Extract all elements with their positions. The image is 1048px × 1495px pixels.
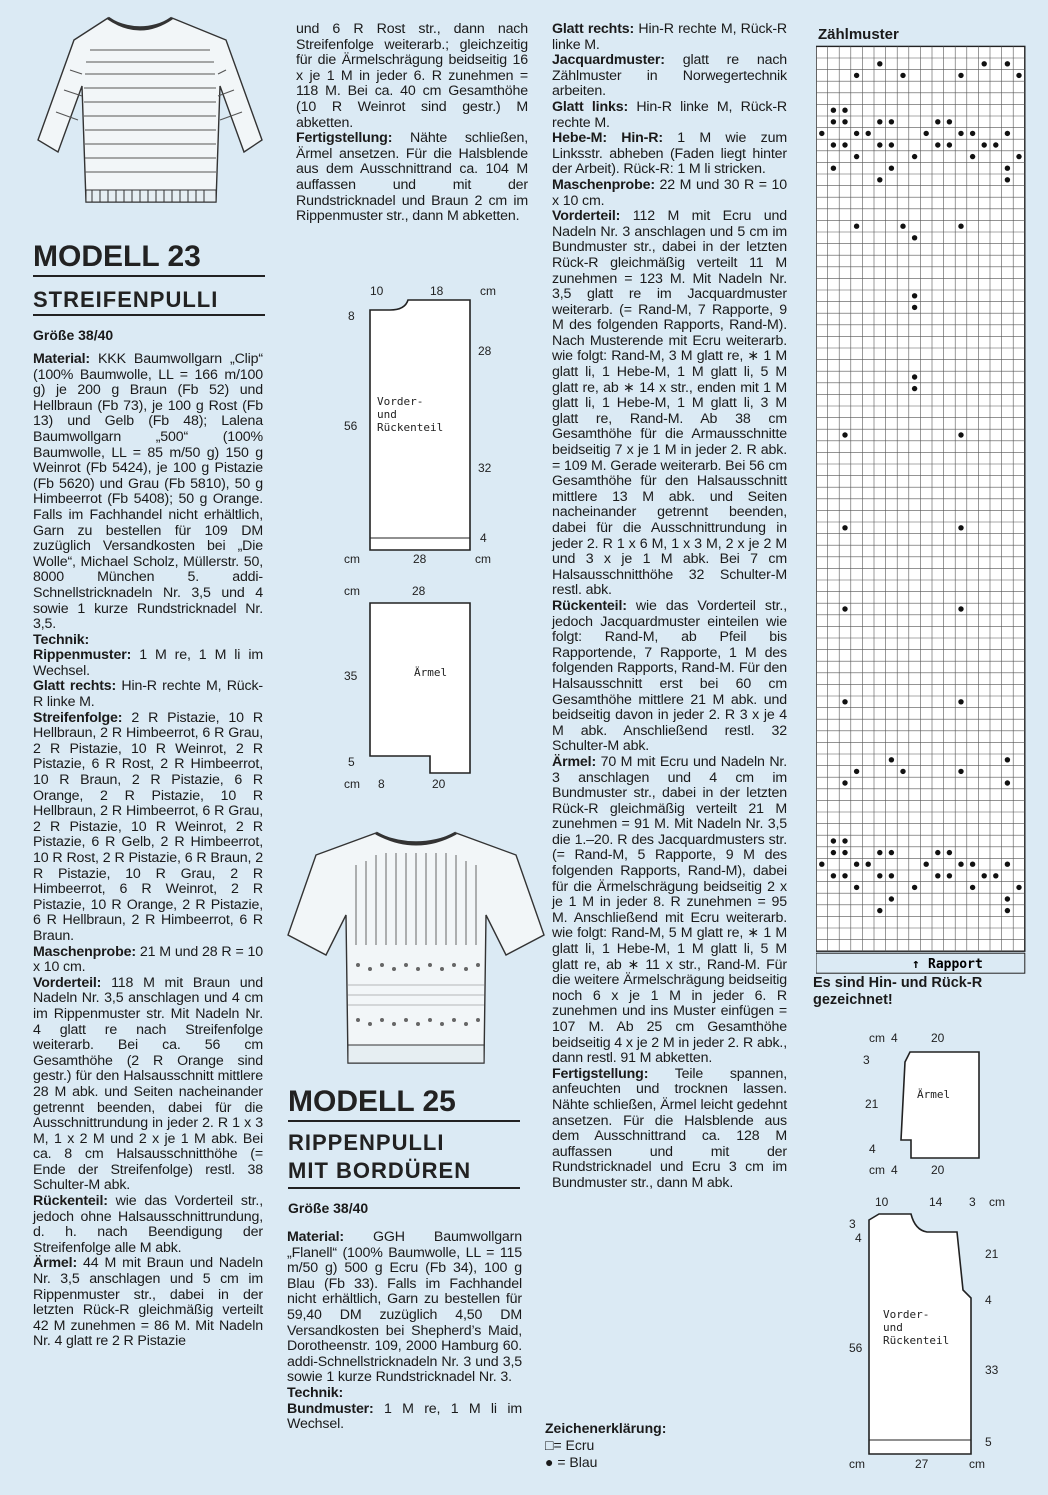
stitch-dot bbox=[912, 154, 917, 159]
stitch-dot bbox=[982, 873, 987, 878]
modell25-instructions-continued bbox=[552, 22, 787, 1192]
stitch-dot bbox=[993, 873, 998, 878]
stitch-dot bbox=[993, 142, 998, 147]
filled-dot-icon: ● bbox=[545, 1454, 558, 1470]
stitch-dot bbox=[842, 119, 847, 124]
dim-label: 18 bbox=[430, 284, 444, 298]
stitch-dot bbox=[958, 699, 963, 704]
dim-label: cm bbox=[344, 552, 360, 566]
stitch-dot bbox=[900, 223, 905, 228]
piece-label: Vorder- bbox=[377, 395, 424, 408]
empty-square-icon: □ bbox=[545, 1437, 554, 1453]
stitch-dot bbox=[831, 119, 836, 124]
stitch-dot bbox=[900, 769, 905, 774]
dim-label: 4 bbox=[891, 1163, 898, 1177]
piece-label: Rückenteil bbox=[377, 421, 444, 434]
piece-label: Vorder- bbox=[883, 1308, 930, 1321]
dim-label: 8 bbox=[348, 309, 355, 323]
modell23-title: MODELL 23 bbox=[33, 240, 201, 273]
stitch-dot bbox=[947, 119, 952, 124]
stitch-dot bbox=[854, 861, 859, 866]
paragraph: Technik: bbox=[287, 1384, 344, 1401]
paragraph: Jacquardmuster: glatt re nach Zählmuster in Norwegertechnik arbeiten. bbox=[552, 52, 787, 100]
ribbed-sweater-illustration bbox=[286, 825, 546, 1075]
stitch-dot bbox=[970, 885, 975, 890]
dim-label: 28 bbox=[413, 552, 427, 566]
dim-label: cm bbox=[475, 552, 491, 566]
stitch-dot bbox=[831, 107, 836, 112]
stitch-dot bbox=[889, 850, 894, 855]
modell25-subtitle-rule bbox=[288, 1187, 520, 1189]
stitch-dot bbox=[854, 131, 859, 136]
dim-label: 5 bbox=[985, 1435, 992, 1449]
dim-label: 56 bbox=[344, 419, 358, 433]
stitch-dot bbox=[1005, 61, 1010, 66]
stitch-dot bbox=[842, 432, 847, 437]
dim-label: cm bbox=[480, 284, 496, 298]
dim-label: 21 bbox=[985, 1247, 999, 1261]
piece-label: Ärmel bbox=[917, 1088, 951, 1101]
modell23-body-schematic bbox=[330, 280, 510, 570]
stitch-dot bbox=[1005, 896, 1010, 901]
stitch-dot bbox=[877, 177, 882, 182]
stitch-dot bbox=[877, 873, 882, 878]
dim-label: 33 bbox=[985, 1363, 999, 1377]
stitch-dot bbox=[1016, 885, 1021, 890]
paragraph: Ärmel: 70 M mit Ecru und Nadeln Nr. 3 anschlagen und 4 cm im Bundmuster str., dabei in der letzten Rück-R gleichmäßig verteilt 21 M zunehmen = 91 M. Mit Nadeln Nr. 3,5 die 1.–20. R des Jacquardmusters str. (= Rand-M, 5 Rapporte, 9 M des folgenden Rapports, Rand-M), dabei für die Ärmelschrägung beidseitig 2 x je 1 M in jeder 8. R zunehmen = 95 M. Anschließend mit Ecru weiterarb. wie folgt: Rand-M, 5 M glatt re, ∗ 1 M glatt li, 1 Hebe-M, 1 M glatt li, 5 M glatt re, ab ∗ 11 x str., Rand-M. Für die weitere Ärmelschrägung beidseitig noch 6 x je 1 M in jeder 6. R zunehmen und ins Muster einfügen = 107 M. Ab 25 cm Gesamthöhe beidseitig 4 x je 2 M in jeder 2. R abk., dann restl. 91 M abketten. bbox=[552, 753, 787, 1067]
paragraph: Fertigstellung: Nähte schließen, Ärmel ansetzen. Für die Halsblende aus dem Ausschnittrand ca. 104 M auffassen und mit der Rundstricknadel und Braun 2 cm im Rippenmuster str., dann M abketten. bbox=[296, 130, 528, 225]
dim-label: 56 bbox=[849, 1341, 863, 1355]
dim-label: 4 bbox=[480, 531, 487, 545]
stitch-dot bbox=[831, 873, 836, 878]
striped-sweater-illustration bbox=[30, 10, 270, 210]
dim-label: 3 bbox=[863, 1053, 870, 1067]
dim-label: 20 bbox=[931, 1031, 945, 1045]
stitch-dot bbox=[889, 119, 894, 124]
stitch-dot bbox=[935, 119, 940, 124]
stitch-dot bbox=[889, 873, 894, 878]
stitch-dot bbox=[1005, 165, 1010, 170]
stitch-dot bbox=[877, 850, 882, 855]
paragraph: Rückenteil: wie das Vorderteil str., jedoch Jacquardmuster einteilen wie folgt: Rand-M, ab Pfeil bis Rapportende, 7 Rapporte, 1 M des folgenden Rapports, Rand-M. Für den Halsausschnitt erst bei 60 cm Gesamthöhe mittlere 21 M abk. und beidseitig davon in jeder 2. R 3 x je 4 M abk. Anschließend restl. 32 Schulter-M abk. bbox=[552, 597, 787, 755]
stitch-dot bbox=[935, 873, 940, 878]
paragraph: Material: KKK Baumwollgarn „Clip“ (100% Baumwolle, LL = 166 m/100 g) je 200 g Braun (Fb 52) und Hellbraun (Fb 73), je 100 g Rost (Fb 13) und Gelb (Fb 48); Lalena Baumwollgarn „500“ (100% Baumwolle, LL = 85 m/50 g) 150 g Weinrot (Fb 5424), je 100 g Pistazie (Fb 5620) und Grau (Fb 5810), 50 g Himbeerrot (Fb 5408); 50 g Orange. Falls im Fachhandel nicht erhältlich, Garn zu bestellen für 109 DM zuzüglich Versandkosten bei „Die Wolle“, Michael Scholz, Müllerstr. 50, 8000 München 5. addi-Schnellstricknadeln Nr. 3,5 und 4 sowie 1 kurze Rundstricknadel Nr. 3,5. bbox=[33, 351, 263, 633]
stitch-dot bbox=[866, 861, 871, 866]
rapport-bracket bbox=[816, 953, 1025, 973]
piece-label: Rückenteil bbox=[883, 1334, 950, 1347]
stitch-dot bbox=[935, 850, 940, 855]
stitch-dot bbox=[831, 850, 836, 855]
modell25-subtitle-line2: MIT BORDÜREN bbox=[288, 1158, 472, 1183]
stitch-dot bbox=[889, 142, 894, 147]
modell23-subtitle: STREIFENPULLI bbox=[33, 287, 219, 312]
paragraph: und 6 R Rost str., dann nach Streifenfolge weiterarb.; gleichzeitig für die Ärmelschrägung beidseitig 16 x je 1 M in jeder 6. R zunehmen = 118 M. Bei ca. 40 cm Gesamthöhe (10 R Weinrot sind gestr.) M abketten. bbox=[296, 21, 528, 131]
dim-label: 4 bbox=[985, 1293, 992, 1307]
modell23-instructions bbox=[33, 352, 263, 1350]
stitch-dot bbox=[877, 119, 882, 124]
modell25-title-rule bbox=[288, 1120, 520, 1122]
paragraph: Material: GGH Baumwollgarn „Flanell“ (100% Baumwolle, LL = 115 m/50 g) 500 g Ecru (Fb 34), 100 g Blau (Fb 33). Falls im Fachhandel nicht erhältlich, Garn zu bestellen für 59,40 DM zuzüglich 4,50 DM Versandkosten bei Shepherd’s Maid, Dorotheenstr. 109, 2000 Hamburg 60. addi-Schnellstricknadeln Nr. 3 und 3,5 sowie 1 kurze Rundstricknadel Nr. 3. bbox=[287, 1229, 522, 1386]
stitch-dot bbox=[854, 73, 859, 78]
piece-label: Ärmel bbox=[414, 666, 448, 679]
chart-note: Es sind Hin- und Rück-R gezeichnet! bbox=[813, 975, 983, 1008]
modell23-subtitle-rule bbox=[33, 314, 265, 316]
stitch-dot bbox=[842, 873, 847, 878]
dim-label: 14 bbox=[929, 1195, 943, 1209]
dim-label: 3 bbox=[969, 1195, 976, 1209]
stitch-dot bbox=[1005, 177, 1010, 182]
stitch-dot bbox=[889, 896, 894, 901]
stitch-dot bbox=[958, 861, 963, 866]
dim-label: 8 bbox=[378, 777, 385, 791]
dim-label: cm bbox=[969, 1457, 985, 1471]
stitch-dot bbox=[958, 131, 963, 136]
piece-label: und bbox=[883, 1321, 903, 1334]
stitch-dot bbox=[842, 107, 847, 112]
dim-label: 10 bbox=[875, 1195, 889, 1209]
dim-label: 20 bbox=[432, 777, 446, 791]
stitch-dot bbox=[842, 525, 847, 530]
stitch-dot bbox=[889, 165, 894, 170]
stitch-dot bbox=[842, 850, 847, 855]
dim-label: 20 bbox=[931, 1163, 945, 1177]
stitch-dot bbox=[924, 861, 929, 866]
stitch-dot bbox=[842, 606, 847, 611]
stitch-dot bbox=[958, 769, 963, 774]
stitch-dot bbox=[970, 861, 975, 866]
paragraph: Rückenteil: wie das Vorderteil str., jedoch ohne Halsausschnittrundung, d. h. nach Beendigung der Streifenfolge alle M abk. bbox=[33, 1193, 263, 1256]
dim-label: cm bbox=[869, 1163, 885, 1177]
dim-label: 4 bbox=[855, 1231, 862, 1245]
dim-label: 32 bbox=[478, 461, 492, 475]
stitch-dot bbox=[912, 374, 917, 379]
modell23-size: Größe 38/40 bbox=[33, 327, 114, 343]
modell25-body-schematic bbox=[845, 1190, 1035, 1480]
stitch-dot bbox=[958, 525, 963, 530]
stitch-dot bbox=[842, 142, 847, 147]
paragraph: Vorderteil: 118 M mit Braun und Nadeln Nr. 3,5 anschlagen und 4 cm im Rippenmuster str. Mit Nadeln Nr. 4 glatt re nach Streifenfolge weiterarb. Bei ca. 56 cm Gesamthöhe (2 R Orange sind gestr.) für den Halsausschnitt mittlere 28 M abk. und Seiten nacheinander getrennt beenden, dabei für die Ausschnittrundung in jeder 2. R 1 x 3 M, 1 x 2 M und 2 x je 1 M abk. Bei ca. 8 cm Halsausschnitthöhe (= Ende der Streifenfolge) restl. 38 Schulter-M abk. bbox=[33, 974, 263, 1194]
paragraph: Bundmuster: 1 M re, 1 M li im Wechsel. bbox=[287, 1400, 522, 1433]
legend bbox=[545, 1420, 666, 1471]
jacquard-chart bbox=[816, 44, 1026, 975]
paragraph: Glatt links: Hin-R linke M, Rück-R rechte M. bbox=[552, 98, 788, 131]
stitch-dot bbox=[947, 850, 952, 855]
paragraph: Rippenmuster: 1 M re, 1 M li im Wechsel. bbox=[33, 647, 263, 679]
dim-label: cm bbox=[849, 1457, 865, 1471]
modell25-size: Größe 38/40 bbox=[288, 1200, 369, 1216]
stitch-dot bbox=[958, 432, 963, 437]
stitch-dot bbox=[1005, 131, 1010, 136]
stitch-dot bbox=[831, 142, 836, 147]
dim-label: 3 bbox=[849, 1217, 856, 1231]
stitch-dot bbox=[854, 769, 859, 774]
dim-label: cm bbox=[344, 584, 360, 598]
stitch-dot bbox=[877, 908, 882, 913]
dim-label: 27 bbox=[915, 1457, 929, 1471]
stitch-dot bbox=[912, 386, 917, 391]
stitch-dot bbox=[958, 223, 963, 228]
stitch-dot bbox=[819, 131, 824, 136]
stitch-dot bbox=[912, 293, 917, 298]
stitch-dot bbox=[935, 142, 940, 147]
paragraph: Technik: bbox=[33, 631, 90, 648]
stitch-dot bbox=[1016, 73, 1021, 78]
dim-label: 4 bbox=[869, 1142, 876, 1156]
modell23-sleeve-schematic bbox=[330, 578, 510, 800]
stitch-dot bbox=[866, 131, 871, 136]
stitch-dot bbox=[947, 873, 952, 878]
stitch-dot bbox=[982, 61, 987, 66]
dim-label: cm bbox=[344, 777, 360, 791]
dim-label: 28 bbox=[412, 584, 426, 598]
paragraph: Ärmel: 44 M mit Braun und Nadeln Nr. 3,5 anschlagen und 5 cm im Rippenmuster str., dabei in der letzten Rück-R gleichmäßig verteilt 42 M zunehmen = 86 M. Mit Nadeln Nr. 4 glatt re 2 R Pistazie bbox=[33, 1255, 263, 1350]
paragraph: Vorderteil: 112 M mit Ecru und Nadeln Nr. 3 anschlagen und 5 cm im Bundmuster str., dabei in der letzten Rück-R gleichmäßig verteilt 11 M zunehmen = 123 M. Mit Nadeln Nr. 3,5 glatt re im Jacquardmuster weiterarb. (= Rand-M, 7 Rapporte, 9 M des folgenden Rapports, Rand-M). Nach Musterende mit Ecru weiterarb. wie folgt: Rand-M, 3 M glatt re, ∗ 1 M glatt li, 1 Hebe-M, 1 M glatt li, 5 M glatt re, ab ∗ 14 x str., enden mit 1 M glatt li, 1 Hebe-M, 1 M glatt li, 3 M glatt re, Rand-M. Ab 38 cm Gesamthöhe für die Armausschnitte beidseitig 7 x je 1 M in jeder 2. R abk. = 109 M. Gerade weiterarb. Bei 56 cm Gesamthöhe für den Halsausschnitt mittlere 13 M abk. und Seiten nacheinander getrennt beenden, dabei für die Ausschnittrundung in jeder 2. R 1 x 6 M, 1 x 3 M, 2 x je 2 M und 3 x je 1 M abk. Bei 7 cm Halsausschnitthöhe 32 Schulter-M restl. abk. bbox=[552, 208, 787, 599]
legend-blau: ● = Blau bbox=[545, 1454, 598, 1470]
stitch-dot bbox=[900, 73, 905, 78]
paragraph: Glatt rechts: Hin-R rechte M, Rück-R linke M. bbox=[552, 21, 788, 53]
paragraph: Fertigstellung: Teile spannen, anfeuchten und trocknen lassen. Nähte schließen, Ärmel leicht gedehnt ansetzen. Für die Halsblende aus dem Ausschnittrand ca. 128 M auffassen und mit der Rundstricknadel und Ecru 3 cm im Bundmuster str., dann M abk. bbox=[552, 1065, 787, 1191]
stitch-dot bbox=[854, 885, 859, 890]
stitch-dot bbox=[924, 131, 929, 136]
dim-label: 10 bbox=[370, 284, 384, 298]
modell25-title: MODELL 25 bbox=[288, 1085, 456, 1118]
modell25-instructions bbox=[287, 1230, 522, 1433]
stitch-dot bbox=[947, 142, 952, 147]
stitch-dot bbox=[819, 861, 824, 866]
stitch-dot bbox=[958, 606, 963, 611]
stitch-dot bbox=[912, 885, 917, 890]
stitch-dot bbox=[970, 154, 975, 159]
dim-label: cm bbox=[869, 1031, 885, 1045]
stitch-dot bbox=[842, 780, 847, 785]
stitch-dot bbox=[1005, 908, 1010, 913]
dim-label: 35 bbox=[344, 669, 358, 683]
stitch-dot bbox=[842, 699, 847, 704]
dim-label: cm bbox=[989, 1195, 1005, 1209]
stitch-dot bbox=[970, 131, 975, 136]
paragraph: Hebe-M: Hin-R: 1 M wie zum Linksstr. abheben (Faden liegt hinter der Arbeit). Rück-R: 1 M li stricken. bbox=[552, 130, 787, 178]
stitch-dot bbox=[1005, 780, 1010, 785]
dim-label: 28 bbox=[478, 344, 492, 358]
dim-label: 4 bbox=[891, 1031, 898, 1045]
piece-label: und bbox=[377, 408, 397, 421]
modell25-sleeve-schematic bbox=[855, 1028, 1005, 1178]
stitch-dot bbox=[1005, 861, 1010, 866]
dim-label: 21 bbox=[865, 1097, 879, 1111]
rapport-arrow-icon: ↑ bbox=[912, 957, 920, 973]
stitch-dot bbox=[831, 165, 836, 170]
stitch-dot bbox=[831, 838, 836, 843]
stitch-dot bbox=[958, 73, 963, 78]
dim-label: 5 bbox=[348, 755, 355, 769]
stitch-dot bbox=[889, 757, 894, 762]
stitch-dot bbox=[912, 235, 917, 240]
paragraph: Maschenprobe: 21 M und 28 R = 10 x 10 cm. bbox=[33, 943, 263, 976]
stitch-dot bbox=[1016, 154, 1021, 159]
stitch-dot bbox=[1005, 757, 1010, 762]
stitch-dot bbox=[982, 142, 987, 147]
modell23-title-rule bbox=[33, 275, 265, 277]
stitch-dot bbox=[877, 142, 882, 147]
paragraph: Glatt rechts: Hin-R rechte M, Rück-R linke M. bbox=[33, 678, 263, 711]
paragraph: Streifenfolge: 2 R Pistazie, 10 R Hellbraun, 2 R Himbeerrot, 6 R Grau, 2 R Pistazie, 10 R Weinrot, 2 R Pistazie, 6 R Rost, 2 R Himbeerrot, 10 R Braun, 2 R Pistazie, 6 R Orange, 2 R Pistazie, 10 R Hellbraun, 2 R Himbeerrot, 6 R Grau, 2 R Pistazie, 10 R Weinrot, 2 R Pistazie, 6 R Gelb, 2 R Himbeerrot, 10 R Rost, 2 R Pistazie, 6 R Braun, 2 R Pistazie, 10 R Grau, 2 R Himbeerrot, 6 R Weinrot, 2 R Pistazie, 10 R Orange, 2 R Pistazie, 6 R Hellbraun, 2 R Himbeerrot, 6 R Braun. bbox=[33, 709, 263, 944]
legend-title: Zeichenerklärung: bbox=[545, 1420, 667, 1436]
modell25-subtitle-line1: RIPPENPULLI bbox=[288, 1130, 445, 1155]
stitch-dot bbox=[854, 223, 859, 228]
paragraph: Maschenprobe: 22 M und 30 R = 10 x 10 cm. bbox=[552, 176, 787, 209]
legend-ecru: □= Ecru bbox=[545, 1437, 595, 1453]
rapport-label: Rapport bbox=[928, 957, 983, 973]
stitch-dot bbox=[842, 838, 847, 843]
stitch-dot bbox=[912, 305, 917, 310]
stitch-dot bbox=[854, 154, 859, 159]
chart-title: Zählmuster bbox=[818, 26, 899, 43]
stitch-dot bbox=[877, 61, 882, 66]
modell23-instructions-continued bbox=[296, 22, 528, 225]
